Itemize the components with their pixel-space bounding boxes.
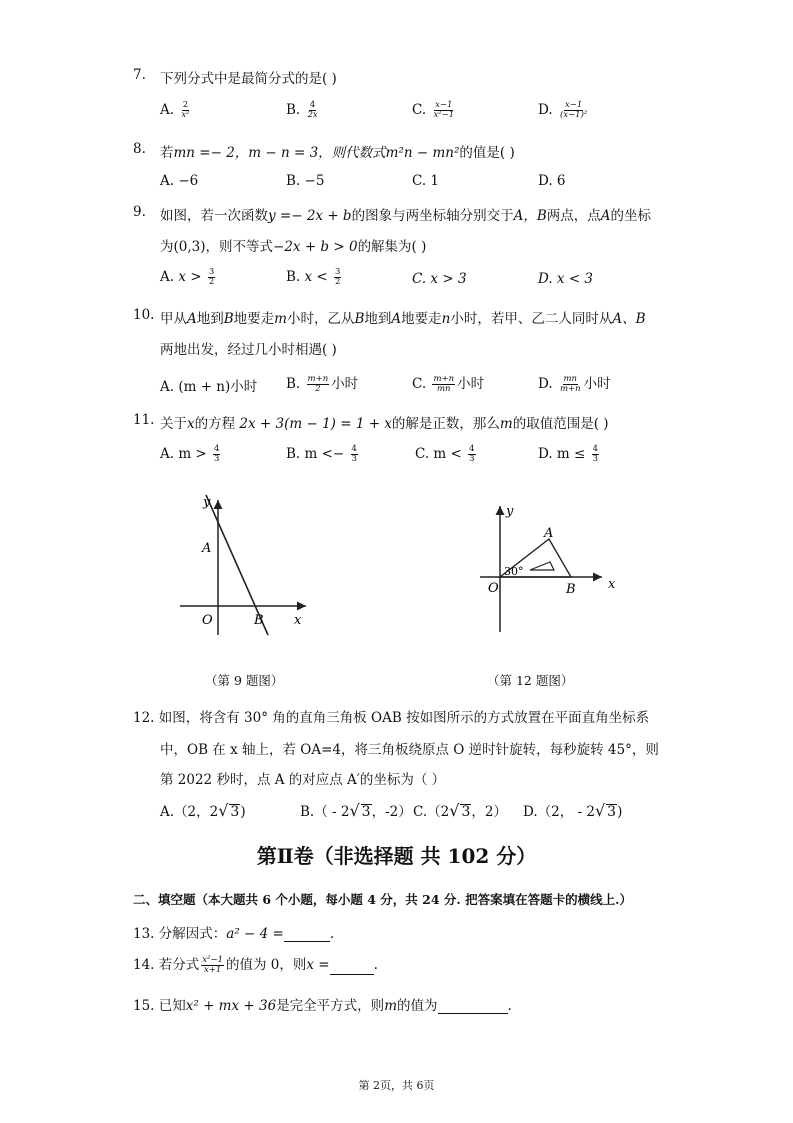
q7-option-b[interactable]: B. $\frac{4}{2x}$ [286,100,318,120]
fig12-label-angle: 30° [504,565,524,578]
q8-number: 8. [133,141,146,157]
figure-9 [170,490,320,640]
q8-option-a[interactable]: A. −6 [160,173,199,189]
fig12-label-a: A [544,526,554,541]
fig12-label-x: x [608,577,616,592]
q9-option-c[interactable]: C. x > 3 [412,271,467,287]
q14-answer-blank[interactable] [330,974,374,975]
q13-answer-blank[interactable] [284,941,330,942]
fig12-label-y: y [506,504,514,519]
q12-line3: 第 2022 秒时，点 A 的对应点 A′的坐标为（ ） [160,772,446,788]
q10-option-a[interactable]: A. (m + n)小时 [160,379,258,395]
fig9-caption: （第 9 题图） [205,673,284,688]
q15: 15. 已知x² + mx + 36是完全平方式，则m的值为 . [133,998,512,1014]
q11-stem: 关于x的方程 2x + 3(m − 1) = 1 + x的解是正数，那么m的取值范围是( ) [160,416,609,432]
q10-line1: 甲从A地到B地要走m小时，乙从B地到A地要走n小时，若甲、乙二人同时从A、B [160,311,646,327]
q11-option-c[interactable]: C. m < $\frac{4}{3}$ [415,444,475,464]
q8-option-d[interactable]: D. 6 [538,173,566,189]
fig12-caption: （第 12 题图） [487,673,574,688]
fig9-label-x: x [294,613,302,628]
fig9-label-o: O [202,613,213,628]
q9-option-a[interactable]: A. x > $\frac{3}{2}$ [160,267,215,287]
q7-option-a[interactable]: A. $\frac{2}{\text{x²}}$ [160,100,190,120]
q7-stem: 下列分式中是最简分式的是( ) [160,71,337,87]
q8-option-c[interactable]: C. 1 [412,173,440,189]
fig12-label-b: B [566,582,576,597]
q13: 13. 分解因式：a² − 4 = . [133,926,335,942]
q11-number: 11. [133,412,155,428]
q7-option-d[interactable]: D. $\frac{x-1}{\text{(x−1)²}}$ [538,100,588,120]
section-title: 第Ⅱ卷（非选择题 共 102 分） [256,844,537,868]
q14: 14. 若分式 $\frac{\text{x²−1}}{x+1}$ 的值为 0，则x = . [133,955,378,975]
q9-option-d[interactable]: D. x < 3 [538,271,594,287]
q11-option-b[interactable]: B. m <− $\frac{4}{3}$ [286,444,357,464]
q9-number: 9. [133,204,146,220]
q11-option-a[interactable]: A. m > $\frac{4}{3}$ [160,444,220,464]
page-footer: 第 2页，共 6页 [358,1079,435,1092]
q7-option-c[interactable]: C. $\frac{x-1}{\text{x²−1}}$ [412,100,455,120]
q7-number: 7. [133,67,146,83]
fig12-inner-triangle [530,562,554,570]
part2-header: 二、填空题（本大题共 6 个小题，每小题 4 分，共 24 分. 把答案填在答题卡的横线上.） [133,892,632,907]
q12-option-b[interactable]: B.（ - 2√ 3，-2） [300,801,412,820]
q12-line1: 12. 如图，将含有 30° 角的直角三角板 OAB 按如图所示的方式放置在平面直角坐标系 [133,710,650,726]
q8-stem: 若mn =− 2，m − n = 3，则代数式m²n − mn²的值是( ) [160,145,515,161]
q15-answer-blank[interactable] [438,1013,508,1014]
fig9-label-a: A [202,541,212,556]
q10-option-b[interactable]: B. $\frac{m+n}{2}$ 小时 [286,374,359,394]
q10-number: 10. [133,307,155,323]
q12-line2: 中，OB 在 x 轴上，若 OA=4，将三角板绕原点 O 逆时针旋转，每秒旋转 45°，则 [160,742,659,758]
q12-option-d[interactable]: D.（2， - 2√ 3) [523,801,623,820]
figure-12 [478,500,628,635]
q7-a-frac: $\frac{2}{\text{x²}}$ [181,100,190,120]
q12-option-a[interactable]: A.（2，2√ 3) [160,801,246,820]
q11-option-d[interactable]: D. m ≤ $\frac{4}{3}$ [538,444,599,464]
q9-line1: 如图，若一次函数y =− 2x + b的图象与两坐标轴分别交于A，B两点，点A的坐标 [160,208,651,224]
fig9-label-y: y [203,495,211,510]
q12-option-c[interactable]: C.（2√ 3，2） [413,801,507,820]
fig9-label-b: B [254,613,264,628]
q9-line2: 为(0,3)，则不等式−2x + b > 0的解集为( ) [160,239,427,255]
q10-line2: 两地出发，经过几小时相遇( ) [160,342,337,358]
q9-option-b[interactable]: B. x < $\frac{3}{2}$ [286,267,341,287]
q10-option-d[interactable]: D. $\frac{mn}{m+n}$ 小时 [538,374,611,394]
q10-option-c[interactable]: C. $\frac{m+n}{mn}$ 小时 [412,374,485,394]
q8-option-b[interactable]: B. −5 [286,173,325,189]
fig12-label-o: O [488,581,499,596]
